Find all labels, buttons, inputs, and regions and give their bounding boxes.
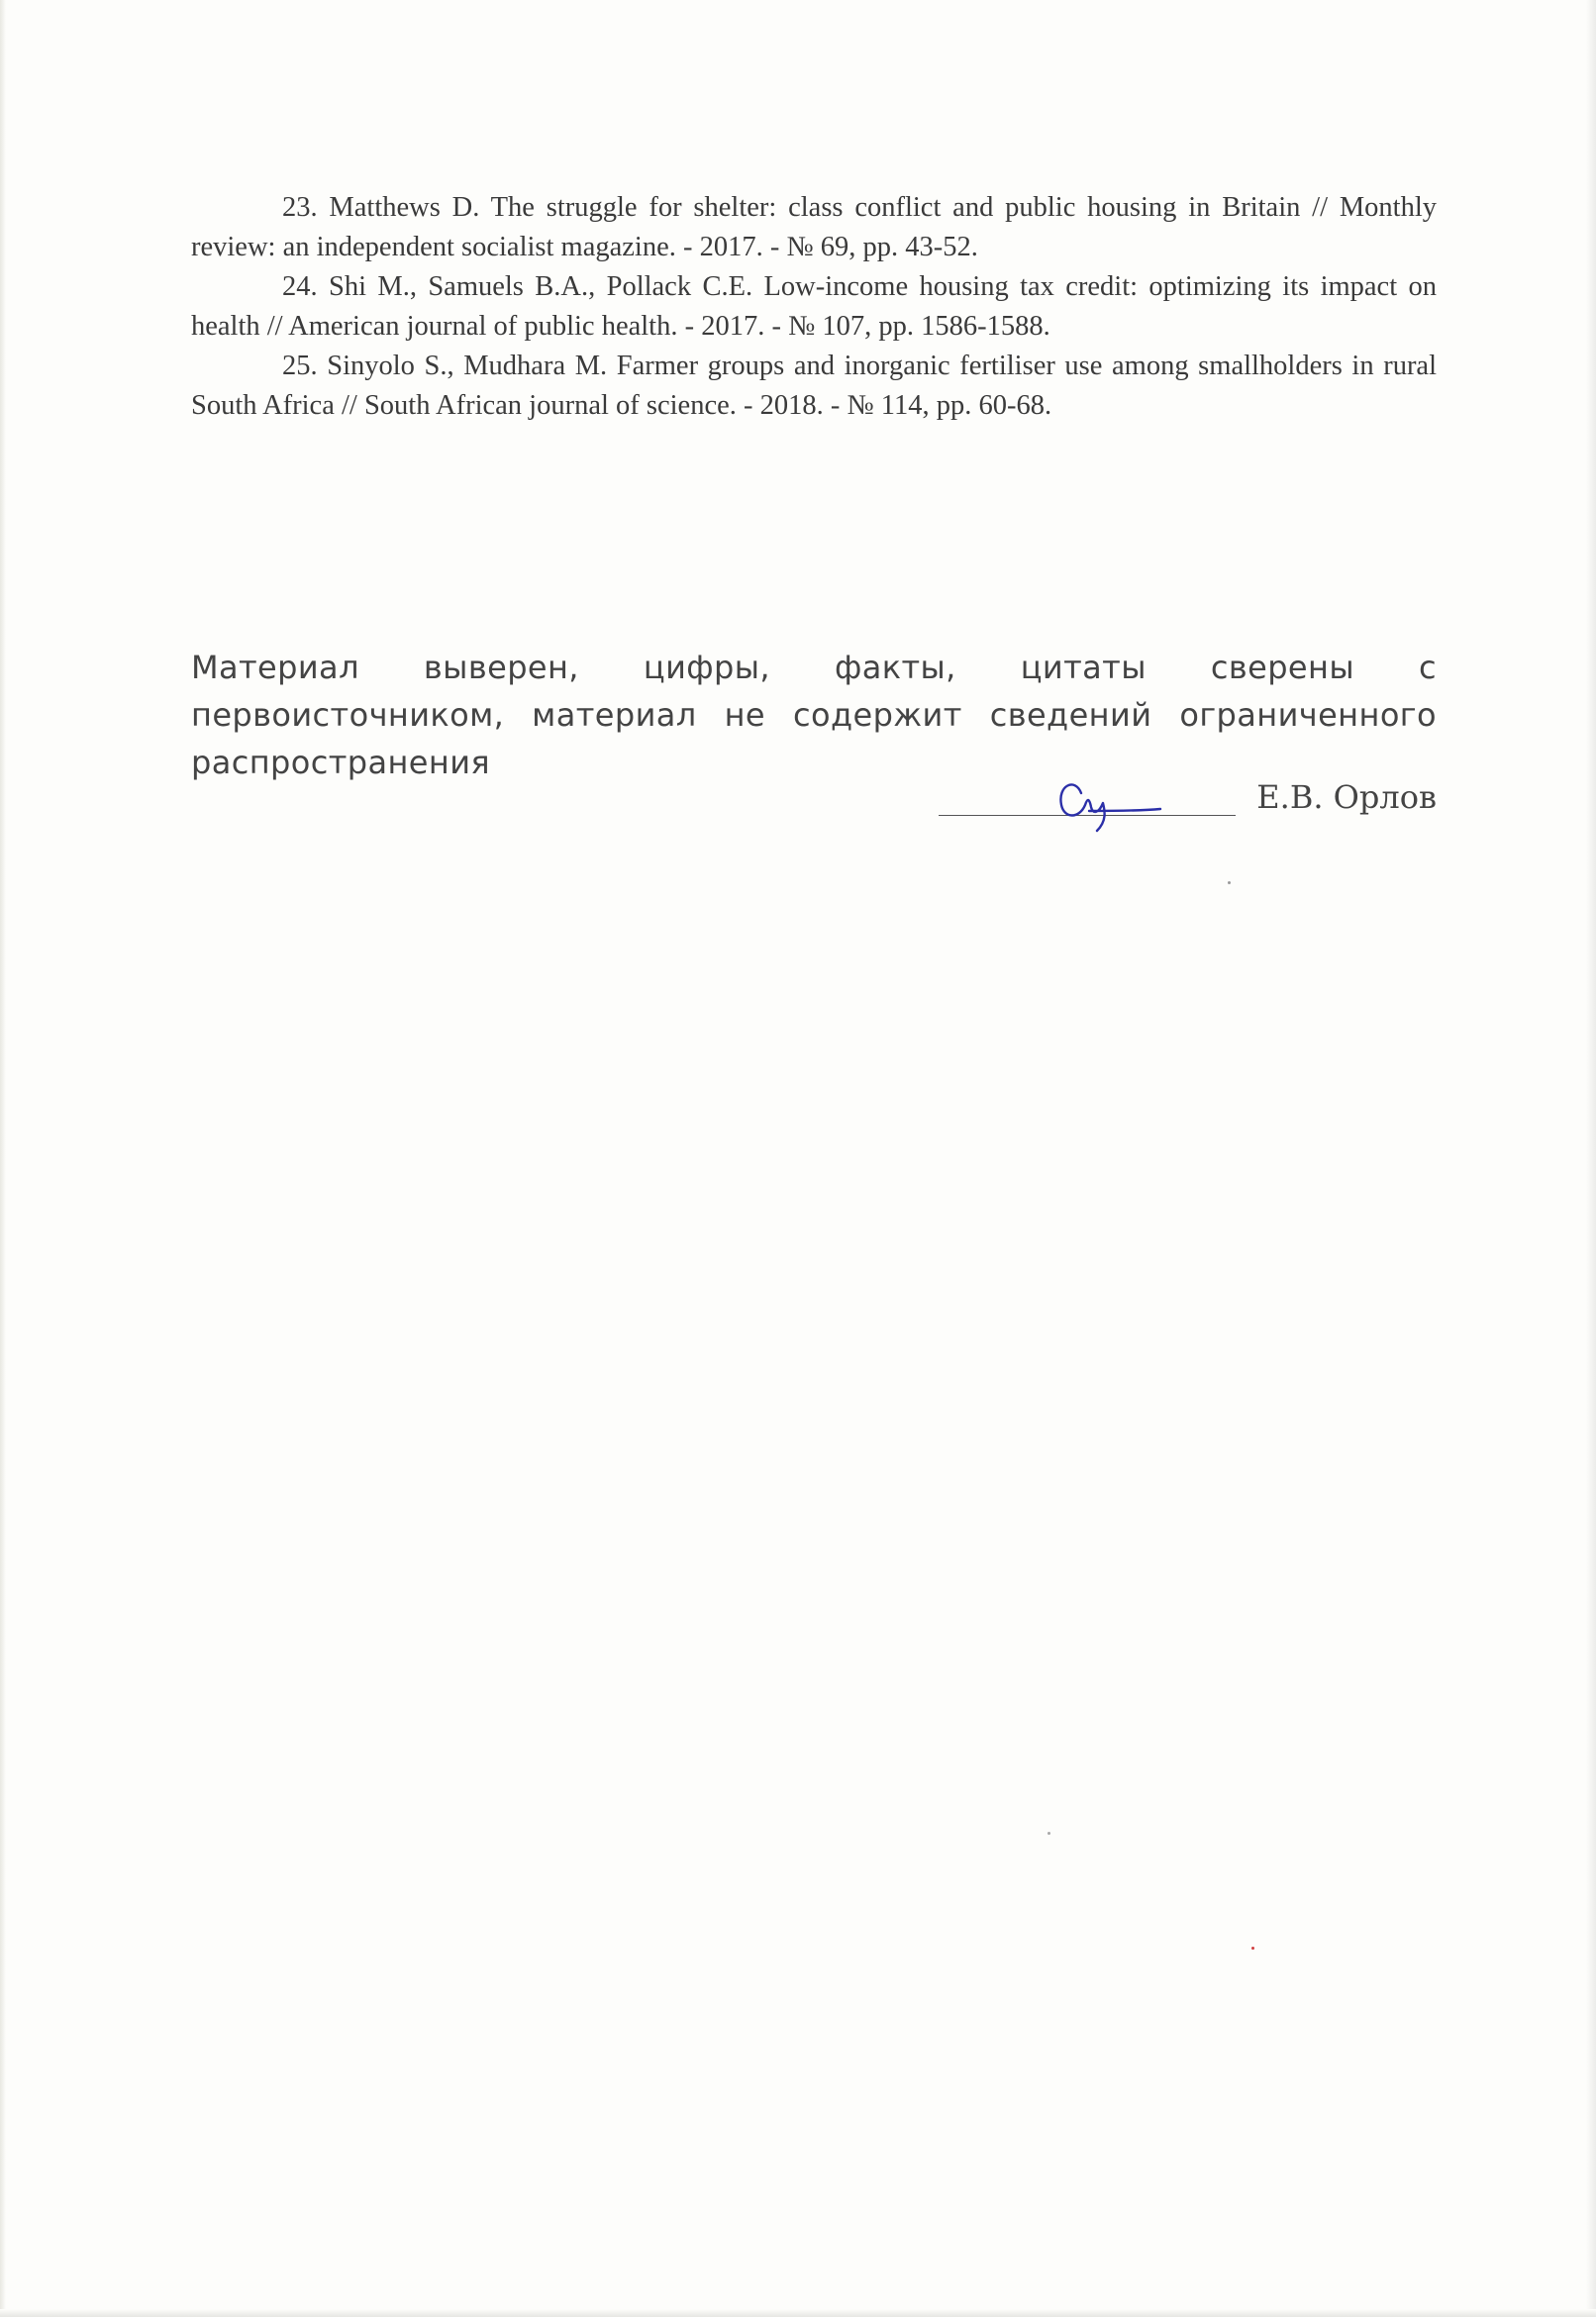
scan-speck — [1047, 1832, 1050, 1835]
scan-edge-right — [1586, 0, 1596, 2317]
reference-list — [191, 188, 1437, 426]
signature-block — [939, 767, 1437, 827]
scan-speck — [1228, 881, 1231, 884]
scan-edge-left — [0, 0, 6, 2317]
reference-item-24: 24. Shi M., Samuels B.A., Pollack C.E. Low-income housing tax credit: optimizing its impact on health // American journal of public health. - 2017. - № 107, pp. 1586-1588. — [191, 271, 1437, 342]
handwritten-signature-icon — [1049, 767, 1168, 837]
reference-item-23: 23. Matthews D. The struggle for shelter: class conflict and public housing in Britain // Monthly review: an independent socialist magazine. - 2017. - № 69, pp. 43-52. — [191, 192, 1437, 262]
signatory-name: Е.В. Орлов — [1256, 778, 1437, 816]
verification-statement: Материал выверен, цифры, факты, цитаты сверены с первоисточником, материал не содержит сведений ограниченного распространения — [191, 649, 1437, 781]
reference-item-25: 25. Sinyolo S., Mudhara M. Farmer groups and inorganic fertiliser use among smallholders in rural South Africa // South African journal of science. - 2018. - № 114, pp. 60-68. — [191, 351, 1437, 421]
scan-speck — [1251, 1947, 1254, 1950]
scan-edge-bottom — [0, 2309, 1596, 2317]
